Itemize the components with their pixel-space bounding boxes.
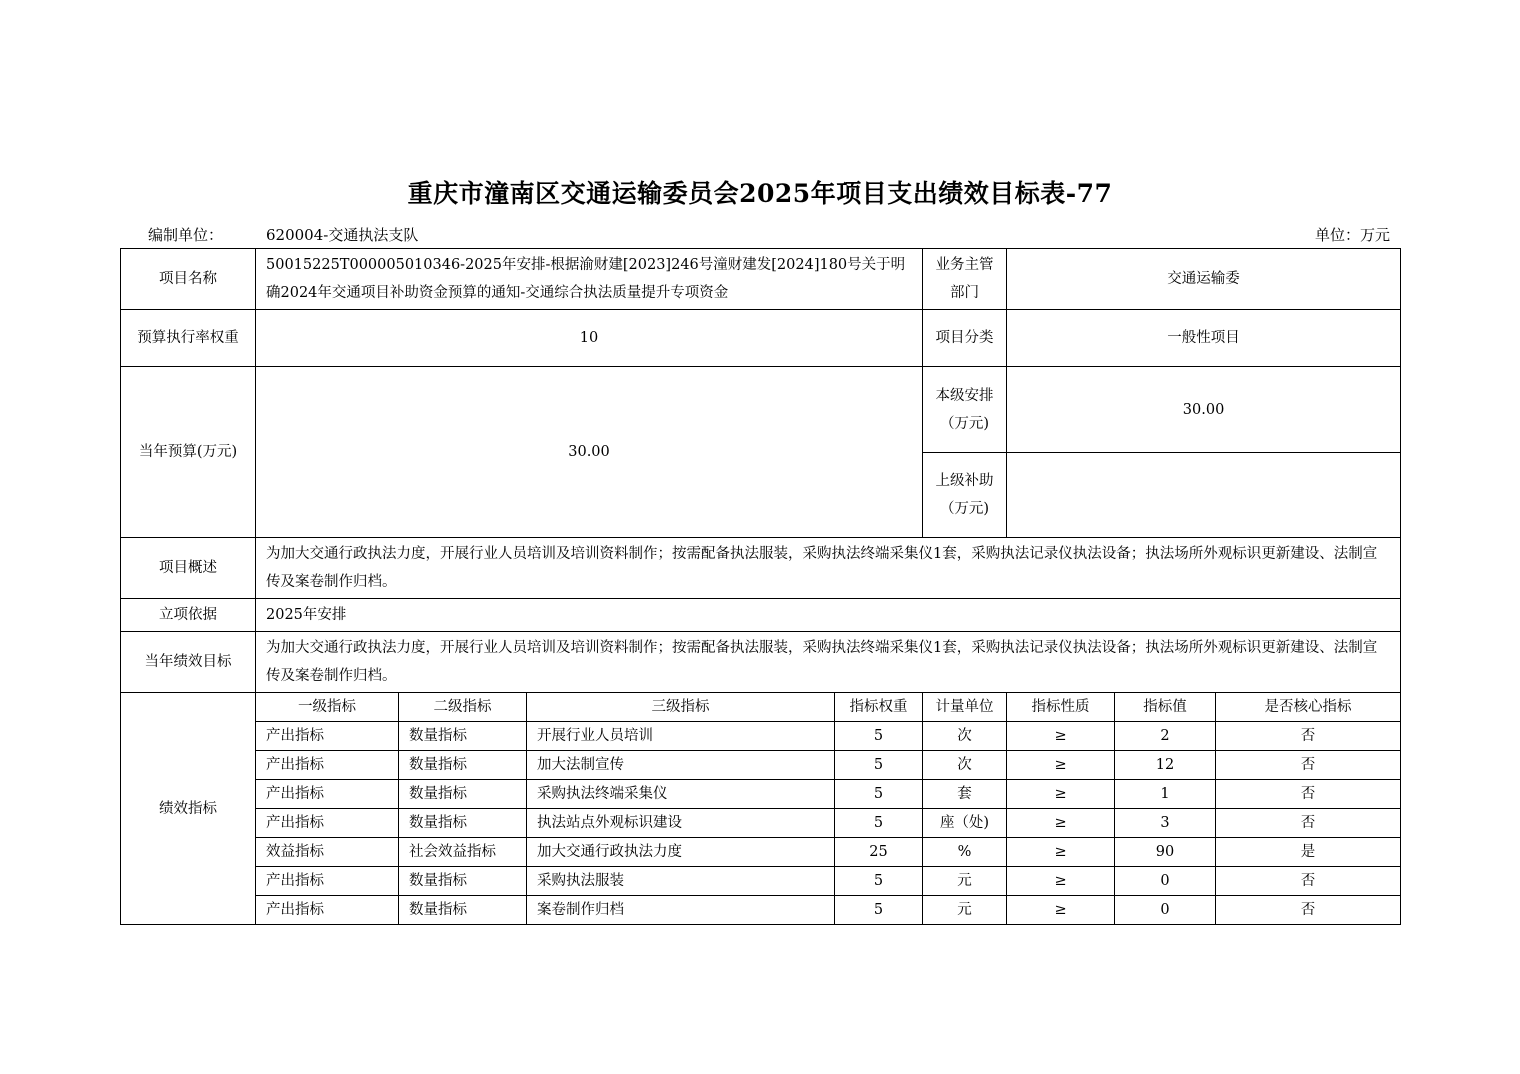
rate-value: 10 [256,310,923,367]
indicator-cell-weight: 25 [835,838,923,867]
indicator-cell-level3: 加大交通行政执法力度 [527,838,835,867]
dept-value: 交通运输委 [1007,249,1401,310]
table-row [121,780,1401,809]
indicator-cell-level3: 加大法制宣传 [527,751,835,780]
indicator-cell-level1: 产出指标 [256,896,399,925]
project-name-value: 50015225T000005010346-2025年安排-根据渝财建[2023]246号潼财建发[2024]180号关于明确2024年交通项目补助资金预算的通知-交通综合执法质量提升专项资金 [256,249,923,310]
indicator-cell-unit: 元 [923,896,1007,925]
page-title: 重庆市潼南区交通运输委员会2025年项目支出绩效目标表-77 [407,179,1113,208]
indicator-cell-unit: 次 [923,751,1007,780]
local-value: 30.00 [1007,367,1401,453]
indicator-cell-level1: 产出指标 [256,751,399,780]
budget-label: 当年预算(万元) [121,367,256,538]
indicator-header-level2: 二级指标 [399,693,527,722]
table-row [121,896,1401,925]
indicator-cell-weight: 5 [835,722,923,751]
goal-label: 当年绩效目标 [121,632,256,693]
indicator-cell-level2: 数量指标 [399,896,527,925]
indicator-cell-nature: ≥ [1007,809,1115,838]
indicator-cell-core: 否 [1216,896,1401,925]
indicator-cell-level1: 产出指标 [256,867,399,896]
indicator-header-value: 指标值 [1115,693,1216,722]
indicator-cell-value: 2 [1115,722,1216,751]
indicator-cell-level3: 采购执法终端采集仪 [527,780,835,809]
indicator-cell-level1: 效益指标 [256,838,399,867]
indicator-cell-core: 否 [1216,867,1401,896]
indicator-cell-level2: 数量指标 [399,780,527,809]
indicator-header-weight: 指标权重 [835,693,923,722]
indicator-header-nature: 指标性质 [1007,693,1115,722]
indicator-cell-nature: ≥ [1007,751,1115,780]
indicator-header-level1: 一级指标 [256,693,399,722]
indicator-header-unit: 计量单位 [923,693,1007,722]
indicator-cell-core: 是 [1216,838,1401,867]
category-label: 项目分类 [923,310,1007,367]
indicator-cell-level2: 数量指标 [399,867,527,896]
indicator-cell-unit: % [923,838,1007,867]
goal-value: 为加大交通行政执法力度，开展行业人员培训及培训资料制作；按需配备执法服装，采购执法终端采集仪1套，采购执法记录仪执法设备；执法场所外观标识更新建设、法制宣传及案卷制作归档。 [256,632,1401,693]
performance-table [120,248,1401,925]
indicator-cell-weight: 5 [835,867,923,896]
indicator-cell-level2: 数量指标 [399,722,527,751]
indicator-cell-level1: 产出指标 [256,722,399,751]
table-row [121,838,1401,867]
indicator-cell-unit: 座（处) [923,809,1007,838]
indicator-cell-weight: 5 [835,896,923,925]
project-name-label: 项目名称 [121,249,256,310]
table-row [121,722,1401,751]
unit-label: 编制单位： [148,226,224,244]
upper-label: 上级补助（万元) [923,453,1007,538]
indicator-cell-level2: 数量指标 [399,809,527,838]
indicator-cell-core: 否 [1216,751,1401,780]
dept-label: 业务主管部门 [923,249,1007,310]
indicator-cell-level2: 数量指标 [399,751,527,780]
indicator-cell-nature: ≥ [1007,896,1115,925]
indicator-cell-weight: 5 [835,809,923,838]
indicator-header-core: 是否核心指标 [1216,693,1401,722]
indicator-cell-weight: 5 [835,751,923,780]
indicator-cell-unit: 套 [923,780,1007,809]
category-value: 一般性项目 [1007,310,1401,367]
indicator-cell-core: 否 [1216,780,1401,809]
basis-value: 2025年安排 [256,599,1401,632]
indicator-cell-nature: ≥ [1007,722,1115,751]
indicator-cell-level3: 执法站点外观标识建设 [527,809,835,838]
table-row [121,809,1401,838]
indicator-cell-value: 1 [1115,780,1216,809]
indicator-header-row [121,693,1401,722]
indicator-cell-value: 0 [1115,896,1216,925]
indicator-cell-level3: 案卷制作归档 [527,896,835,925]
indicator-cell-nature: ≥ [1007,780,1115,809]
indicator-cell-level3: 开展行业人员培训 [527,722,835,751]
indicator-cell-level1: 产出指标 [256,809,399,838]
indicator-cell-value: 12 [1115,751,1216,780]
indicator-cell-level3: 采购执法服装 [527,867,835,896]
indicator-cell-nature: ≥ [1007,838,1115,867]
indicator-cell-core: 否 [1216,722,1401,751]
overview-value: 为加大交通行政执法力度，开展行业人员培训及培训资料制作；按需配备执法服装，采购执法终端采集仪1套，采购执法记录仪执法设备；执法场所外观标识更新建设、法制宣传及案卷制作归档。 [256,538,1401,599]
indicator-cell-weight: 5 [835,780,923,809]
indicator-header-level3: 三级指标 [527,693,835,722]
indicator-cell-value: 3 [1115,809,1216,838]
indicator-cell-unit: 次 [923,722,1007,751]
indicator-cell-unit: 元 [923,867,1007,896]
overview-label: 项目概述 [121,538,256,599]
budget-value: 30.00 [256,367,923,538]
indicator-cell-level2: 社会效益指标 [399,838,527,867]
indicator-cell-level1: 产出指标 [256,780,399,809]
unit-name: 620004-交通执法支队 [266,226,419,244]
rate-label: 预算执行率权重 [121,310,256,367]
indicator-cell-value: 0 [1115,867,1216,896]
table-row [121,751,1401,780]
table-row [121,867,1401,896]
upper-value [1007,453,1401,538]
basis-label: 立项依据 [121,599,256,632]
indicator-cell-value: 90 [1115,838,1216,867]
indicator-cell-nature: ≥ [1007,867,1115,896]
measure-unit: 单位：万元 [1314,226,1390,244]
local-label: 本级安排（万元) [923,367,1007,453]
indicators-label: 绩效指标 [121,693,256,925]
indicator-cell-core: 否 [1216,809,1401,838]
